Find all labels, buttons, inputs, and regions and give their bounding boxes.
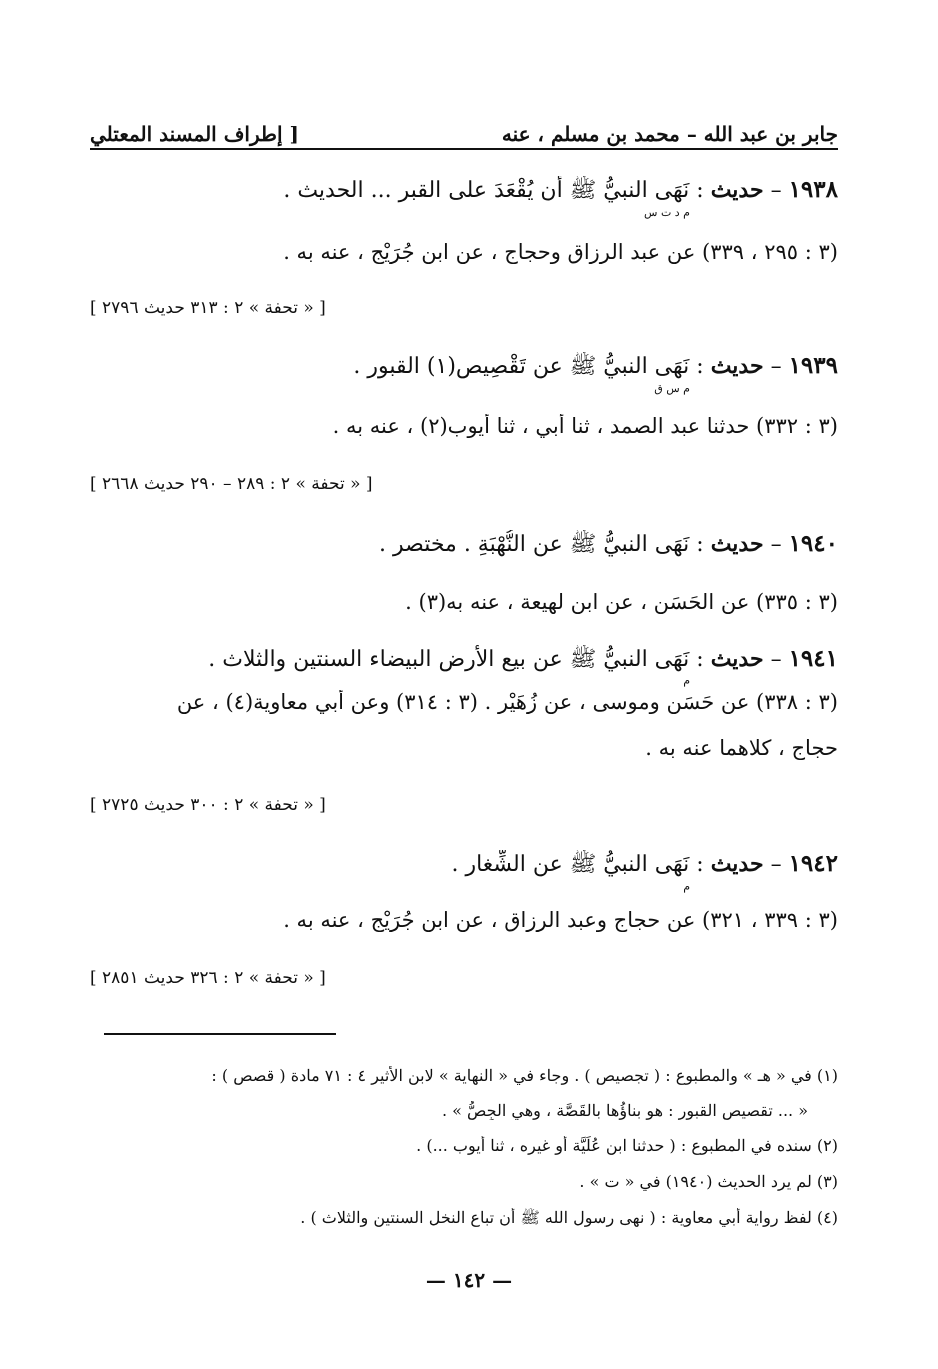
footnote-4: (٤) لفظ رواية أبي معاوية : ( نهى رسول الله ﷺ أن تباع النخل السنتين والثلاث ) . xyxy=(300,1208,838,1227)
hadith-keyword: حديث xyxy=(710,851,764,877)
hadith-1942-tuhfa: [ « تحفة » ٢ : ٣٢٦ حديث ٢٨٥١ ] xyxy=(90,968,326,988)
hadith-text: : نَهَى النبيُّ ﷺ عن الشِّغار . xyxy=(451,852,704,877)
hadith-text: : نَهَى النبيُّ ﷺ عن النُّهْبَةِ . مختصر . xyxy=(379,532,704,557)
hadith-1941-isnad-continued: حجاج ، كلاهما عنه به . xyxy=(645,736,838,760)
hadith-1942-title: ١٩٤٢ – حديث : نَهَى النبيُّ ﷺ عن الشِّغار . xyxy=(451,850,838,877)
running-header xyxy=(90,112,838,146)
hadith-1938-sigla: م د ت س xyxy=(644,206,690,219)
hadith-number: ١٩٤١ xyxy=(788,645,838,672)
hadith-1941-sigla: م xyxy=(683,674,690,687)
hadith-1938-title: ١٩٣٨ – حديث : نَهَى النبيُّ ﷺ أن يُقْعَدَ على القبر ... الحديث . xyxy=(283,176,838,203)
hadith-number: ١٩٤٠ xyxy=(788,530,838,557)
hadith-text: : نَهَى النبيُّ ﷺ عن بيع الأرض البيضاء السنتين والثلاث . xyxy=(208,647,704,672)
hadith-1941-title: ١٩٤١ – حديث : نَهَى النبيُّ ﷺ عن بيع الأرض البيضاء السنتين والثلاث . xyxy=(208,645,838,672)
footnote-1: (١) في « هـ » والمطبوع : ( تجصيص ) . وجاء في « النهاية » لابن الأثير ٤ : ٧١ مادة ( قصص ) : xyxy=(211,1066,838,1085)
hadith-1942-sigla: م xyxy=(683,880,690,893)
hadith-1939-title: ١٩٣٩ – حديث : نَهَى النبيُّ ﷺ عن تَقْصِيص(١) القبور . xyxy=(353,352,838,379)
header-book-title: [ إطراف المسند المعتلي xyxy=(90,122,299,146)
hadith-text: : نَهَى النبيُّ ﷺ عن تَقْصِيص(١) القبور . xyxy=(353,354,704,379)
hadith-1941-isnad: (٣ : ٣٣٨) عن حَسَن وموسى ، عن زُهَيْر . (٣ : ٣١٤) وعن أبي معاوية(٤) ، عن xyxy=(176,690,838,714)
header-rule xyxy=(90,148,838,150)
hadith-number: ١٩٣٨ xyxy=(788,176,838,203)
hadith-keyword: حديث xyxy=(710,177,764,203)
hadith-1940-title: ١٩٤٠ – حديث : نَهَى النبيُّ ﷺ عن النُّهْبَةِ . مختصر . xyxy=(379,530,838,557)
hadith-1938-isnad: (٣ : ٢٩٥ ، ٣٣٩) عن عبد الرزاق وحجاج ، عن ابن جُرَيْج ، عنه به . xyxy=(283,240,838,264)
hadith-text: : نَهَى النبيُّ ﷺ أن يُقْعَدَ على القبر ... الحديث . xyxy=(283,178,704,203)
footnote-separator xyxy=(104,1033,336,1035)
page-number: — ١٤٢ — xyxy=(425,1268,513,1292)
hadith-1941-tuhfa: [ « تحفة » ٢ : ٣٠٠ حديث ٢٧٢٥ ] xyxy=(90,795,326,815)
hadith-1940-isnad: (٣ : ٣٣٥) عن الحَسَن ، عن ابن لهيعة ، عنه به(٣) . xyxy=(405,590,838,614)
hadith-number: ١٩٤٢ xyxy=(788,850,838,877)
hadith-number: ١٩٣٩ xyxy=(788,352,838,379)
hadith-1938-tuhfa: [ « تحفة » ٢ : ٣١٣ حديث ٢٧٩٦ ] xyxy=(90,298,326,318)
hadith-keyword: حديث xyxy=(710,646,764,672)
footnote-1-continued: « ... تقصيص القبور : هو بناؤُها بالقَصَّة ، وهي الجِصُّ » . xyxy=(442,1101,808,1120)
hadith-1942-isnad: (٣ : ٣٣٩ ، ٣٢١) عن حجاج وعبد الرزاق ، عن ابن جُرَيْج ، عنه به . xyxy=(283,908,838,932)
hadith-1939-sigla: م س ق xyxy=(654,382,690,395)
footnote-3: (٣) لم يرد الحديث (١٩٤٠) في « ت » . xyxy=(579,1172,838,1191)
hadith-1939-tuhfa: [ « تحفة » ٢ : ٢٨٩ – ٢٩٠ حديث ٢٦٦٨ ] xyxy=(90,474,373,494)
hadith-keyword: حديث xyxy=(710,531,764,557)
header-chapter-title: جابر بن عبد الله – محمد بن مسلم ، عنه xyxy=(501,122,838,146)
hadith-keyword: حديث xyxy=(710,353,764,379)
hadith-1939-isnad: (٣ : ٣٣٢) حدثنا عبد الصمد ، ثنا أبي ، ثنا أيوب(٢) ، عنه به . xyxy=(332,414,838,438)
footnote-2: (٢) سنده في المطبوع : ( حدثنا ابن عُلَيَّة أو غيره ، ثنا أيوب ...) . xyxy=(416,1136,838,1155)
